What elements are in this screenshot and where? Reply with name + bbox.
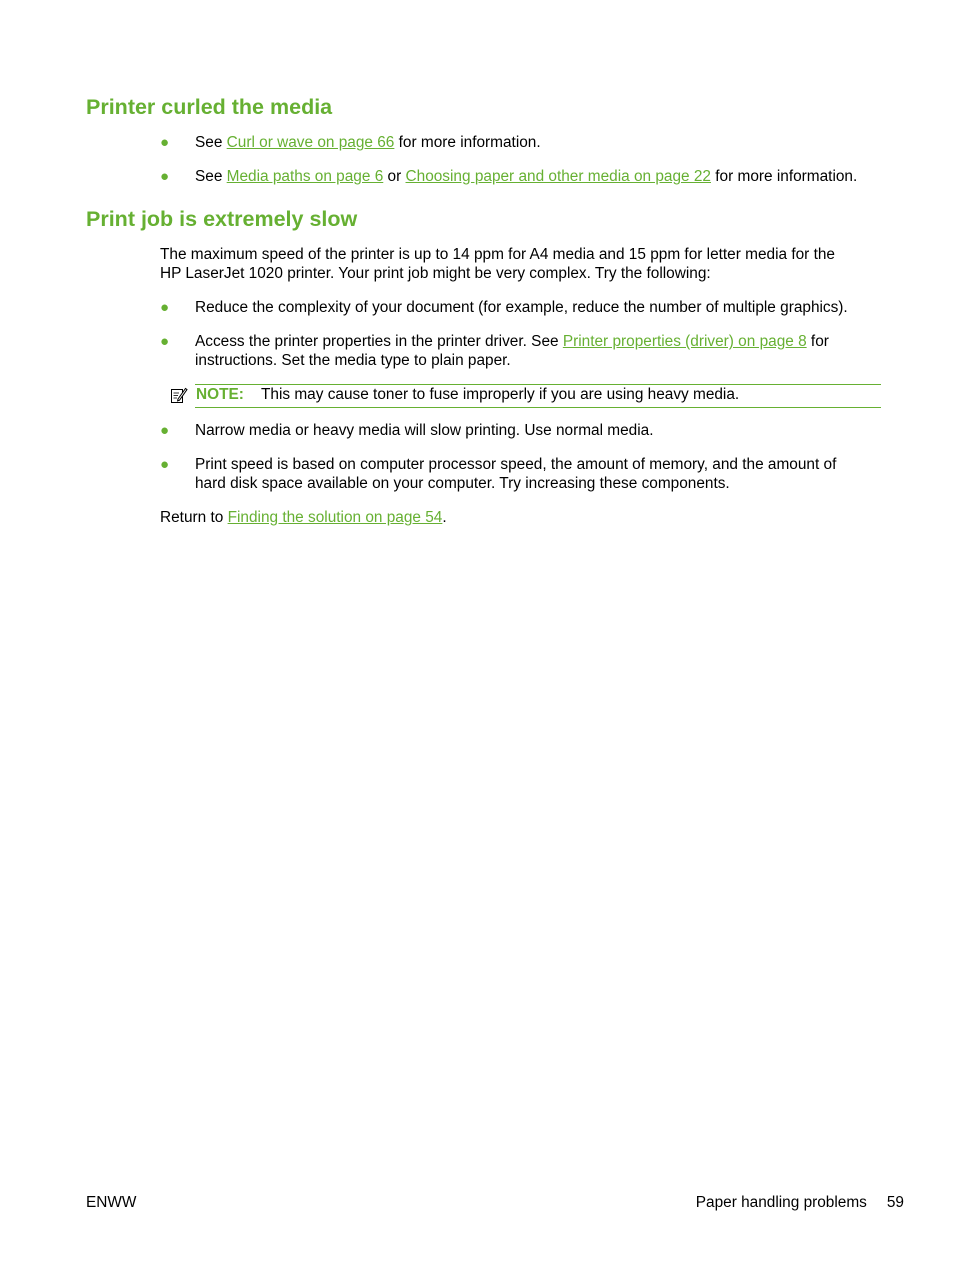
bullet-icon: ●	[160, 299, 170, 316]
link-media-paths[interactable]: Media paths on page 6	[226, 168, 384, 185]
list-item	[160, 133, 890, 153]
return-paragraph	[160, 508, 880, 527]
text-span: Return to	[160, 509, 228, 526]
list-item-text	[195, 455, 890, 493]
list-item-text: Narrow media or heavy media will slow printing. Use normal media.	[195, 422, 654, 439]
note-pencil-icon	[170, 386, 188, 404]
link-choosing-paper[interactable]: Choosing paper and other media on page 22	[405, 168, 711, 185]
text-span: See	[195, 134, 227, 151]
list-item-text	[195, 332, 890, 370]
text-span: or	[383, 168, 406, 185]
bullet-icon: ●	[160, 456, 170, 473]
text-span: for more information.	[394, 134, 541, 151]
list-item	[160, 167, 890, 187]
heading-print-job-slow: Print job is extremely slow	[86, 207, 358, 231]
intro-line: The maximum speed of the printer is up to 14 ppm for A4 media and 15 ppm for letter media for the	[160, 246, 835, 263]
list-item-line: Print speed is based on computer processor speed, the amount of memory, and the amount of	[195, 456, 837, 473]
text-span: Access the printer properties in the printer driver. See	[195, 333, 563, 350]
bullet-icon: ●	[160, 333, 170, 350]
intro-paragraph	[160, 245, 880, 283]
list-item	[160, 455, 890, 495]
note-text: This may cause toner to fuse improperly if you are using heavy media.	[261, 386, 740, 403]
bullet-icon: ●	[160, 168, 170, 185]
footer-section-title: Paper handling problems	[695, 1194, 867, 1211]
list-item-line: instructions. Set the media type to plain paper.	[195, 352, 511, 369]
bullet-icon: ●	[160, 134, 170, 151]
list-item	[160, 332, 890, 372]
footer-section-page	[696, 1193, 904, 1212]
text-span: See	[195, 168, 227, 185]
bullet-icon: ●	[160, 422, 170, 439]
text-span: .	[442, 509, 447, 526]
list-item-text	[195, 167, 890, 186]
list-item	[160, 298, 890, 318]
heading-printer-curled: Printer curled the media	[86, 95, 333, 119]
page-number: 59	[886, 1194, 904, 1211]
link-printer-properties[interactable]: Printer properties (driver) on page 8	[562, 333, 807, 350]
intro-line: HP LaserJet 1020 printer. Your print job might be very complex. Try the following:	[160, 265, 711, 282]
list-item-text: Reduce the complexity of your document (for example, reduce the number of multiple graphics).	[195, 299, 848, 316]
list-item	[160, 421, 890, 441]
link-curl-or-wave[interactable]: Curl or wave on page 66	[226, 134, 395, 151]
list-item-text	[195, 133, 890, 152]
text-span: for	[806, 333, 829, 350]
text-span: for more information.	[711, 168, 858, 185]
link-finding-solution[interactable]: Finding the solution on page 54	[227, 509, 443, 526]
footer-enww: ENWW	[86, 1194, 137, 1211]
list-item-line	[195, 332, 890, 351]
note-label: NOTE:	[196, 386, 244, 403]
list-item-line: hard disk space available on your computer. Try increasing these components.	[195, 475, 730, 492]
